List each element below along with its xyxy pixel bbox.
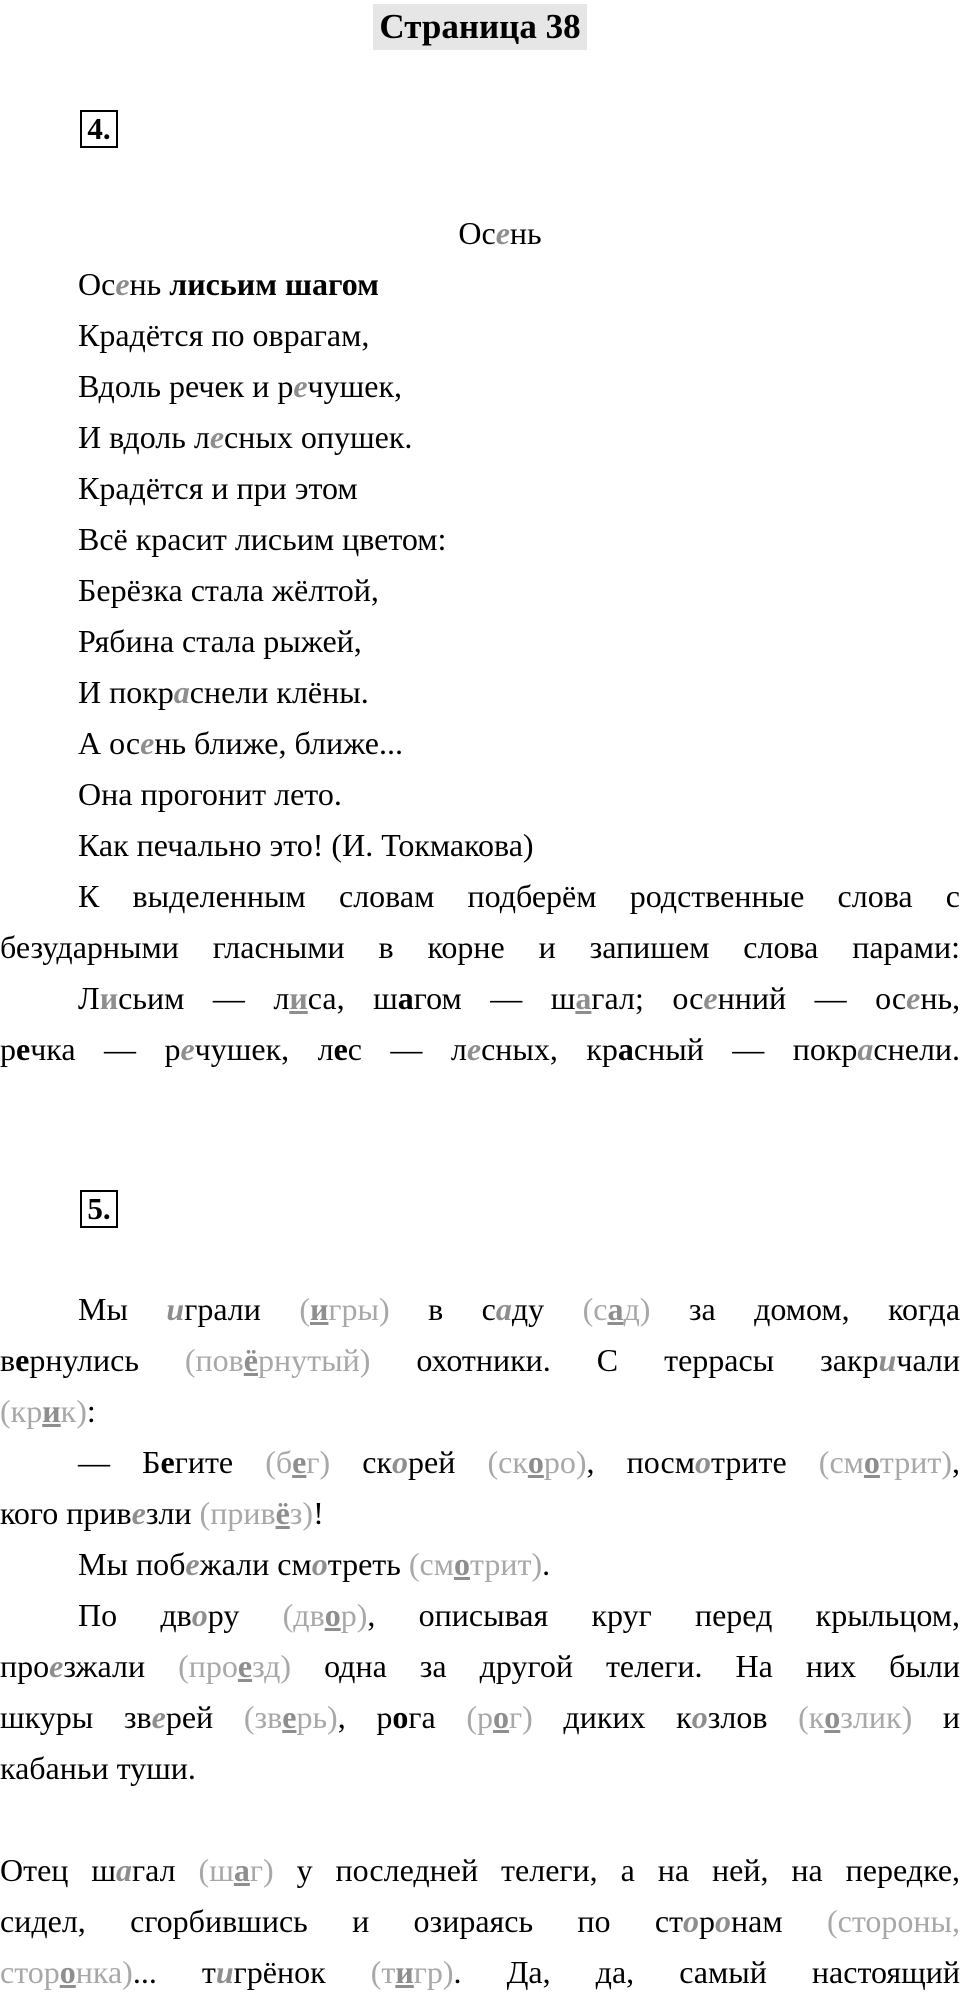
poem-line: Крадётся по оврагам,	[78, 317, 370, 353]
task-5-paragraph-1: Мы играли (игры) в саду (сад) за домом, когда	[78, 1291, 960, 1327]
task-5-number: 5.	[80, 1190, 118, 1228]
task-5-paragraph-4-line-3: шкуры зверей (зверь), рога (рог) диких козлов (козлик) и	[0, 1699, 960, 1735]
task-5-paragraph-4: По двору (двор), описывая круг перед крыльцом,	[78, 1597, 960, 1633]
task-5-text	[0, 1284, 960, 1998]
task-5-paragraph-1-line-2: вернулись (повёрнутый) охотники. С террасы закричали	[0, 1342, 960, 1378]
poem-line: Она прогонит лето.	[78, 776, 342, 812]
poem-line: Рябина стала рыжей,	[78, 623, 362, 659]
poem-line: А осень ближе, ближе...	[78, 725, 403, 761]
poem-line: Крадётся и при этом	[78, 470, 358, 506]
task-5-paragraph-4-line-2: проезжали (проезд) одна за другой телеги. На них были	[0, 1648, 960, 1684]
poem-line: И покраснели клёны.	[78, 674, 369, 710]
poem-line: Всё красит лисьим цветом:	[78, 521, 447, 557]
task-5-paragraph-1-line-3: (крик):	[0, 1393, 96, 1429]
task-4-pairs-line-1: Лисьим — лиса, шагом — шагал; осенний — осень,	[78, 980, 960, 1016]
task-4-pairs-line-2: речка — речушек, лес — лесных, красный — покраснели.	[0, 1031, 960, 1067]
task-5-paragraph-5: Отец шагал (шаг) у последней телеги, а на ней, на передке,	[0, 1852, 960, 1888]
page-title: Страница 38	[373, 4, 586, 50]
poem-line: Осень лисьим шагом	[78, 266, 379, 302]
task-5-paragraph-5-line-2: сидел, сгорбившись и озираясь по сторонам (стороны,	[0, 1903, 960, 1939]
task-4-instruction: К выделенным словам подберём родственные слова с безударными гласными в корне и запишем слова парами:	[0, 878, 960, 965]
poem-line: И вдоль лесных опушек.	[78, 419, 413, 455]
poem-line: Как печально это! (И. Токмакова)	[78, 827, 534, 863]
task-4-number: 4.	[80, 110, 118, 148]
task-5-paragraph-2-line-2: кого привезли (привёз)!	[0, 1495, 324, 1531]
poem-title: Осень	[458, 215, 542, 251]
task-5-paragraph-2: — Бегите (бег) скорей (скоро), посмотрите (смотрит),	[78, 1444, 960, 1480]
task-5-paragraph-5-line-3: сторонка)... тигрёнок (тигр). Да, да, самый настоящий	[0, 1954, 960, 1990]
page-header	[0, 4, 960, 50]
poem-line: Берёзка стала жёлтой,	[78, 572, 379, 608]
task-5-paragraph-3: Мы побежали смотреть (смотрит).	[78, 1546, 551, 1582]
task-5-paragraph-4-line-4: кабаньи туши.	[0, 1750, 196, 1786]
task-4-text	[0, 871, 960, 1075]
poem	[78, 208, 938, 871]
poem-line: Вдоль речек и речушек,	[78, 368, 403, 404]
